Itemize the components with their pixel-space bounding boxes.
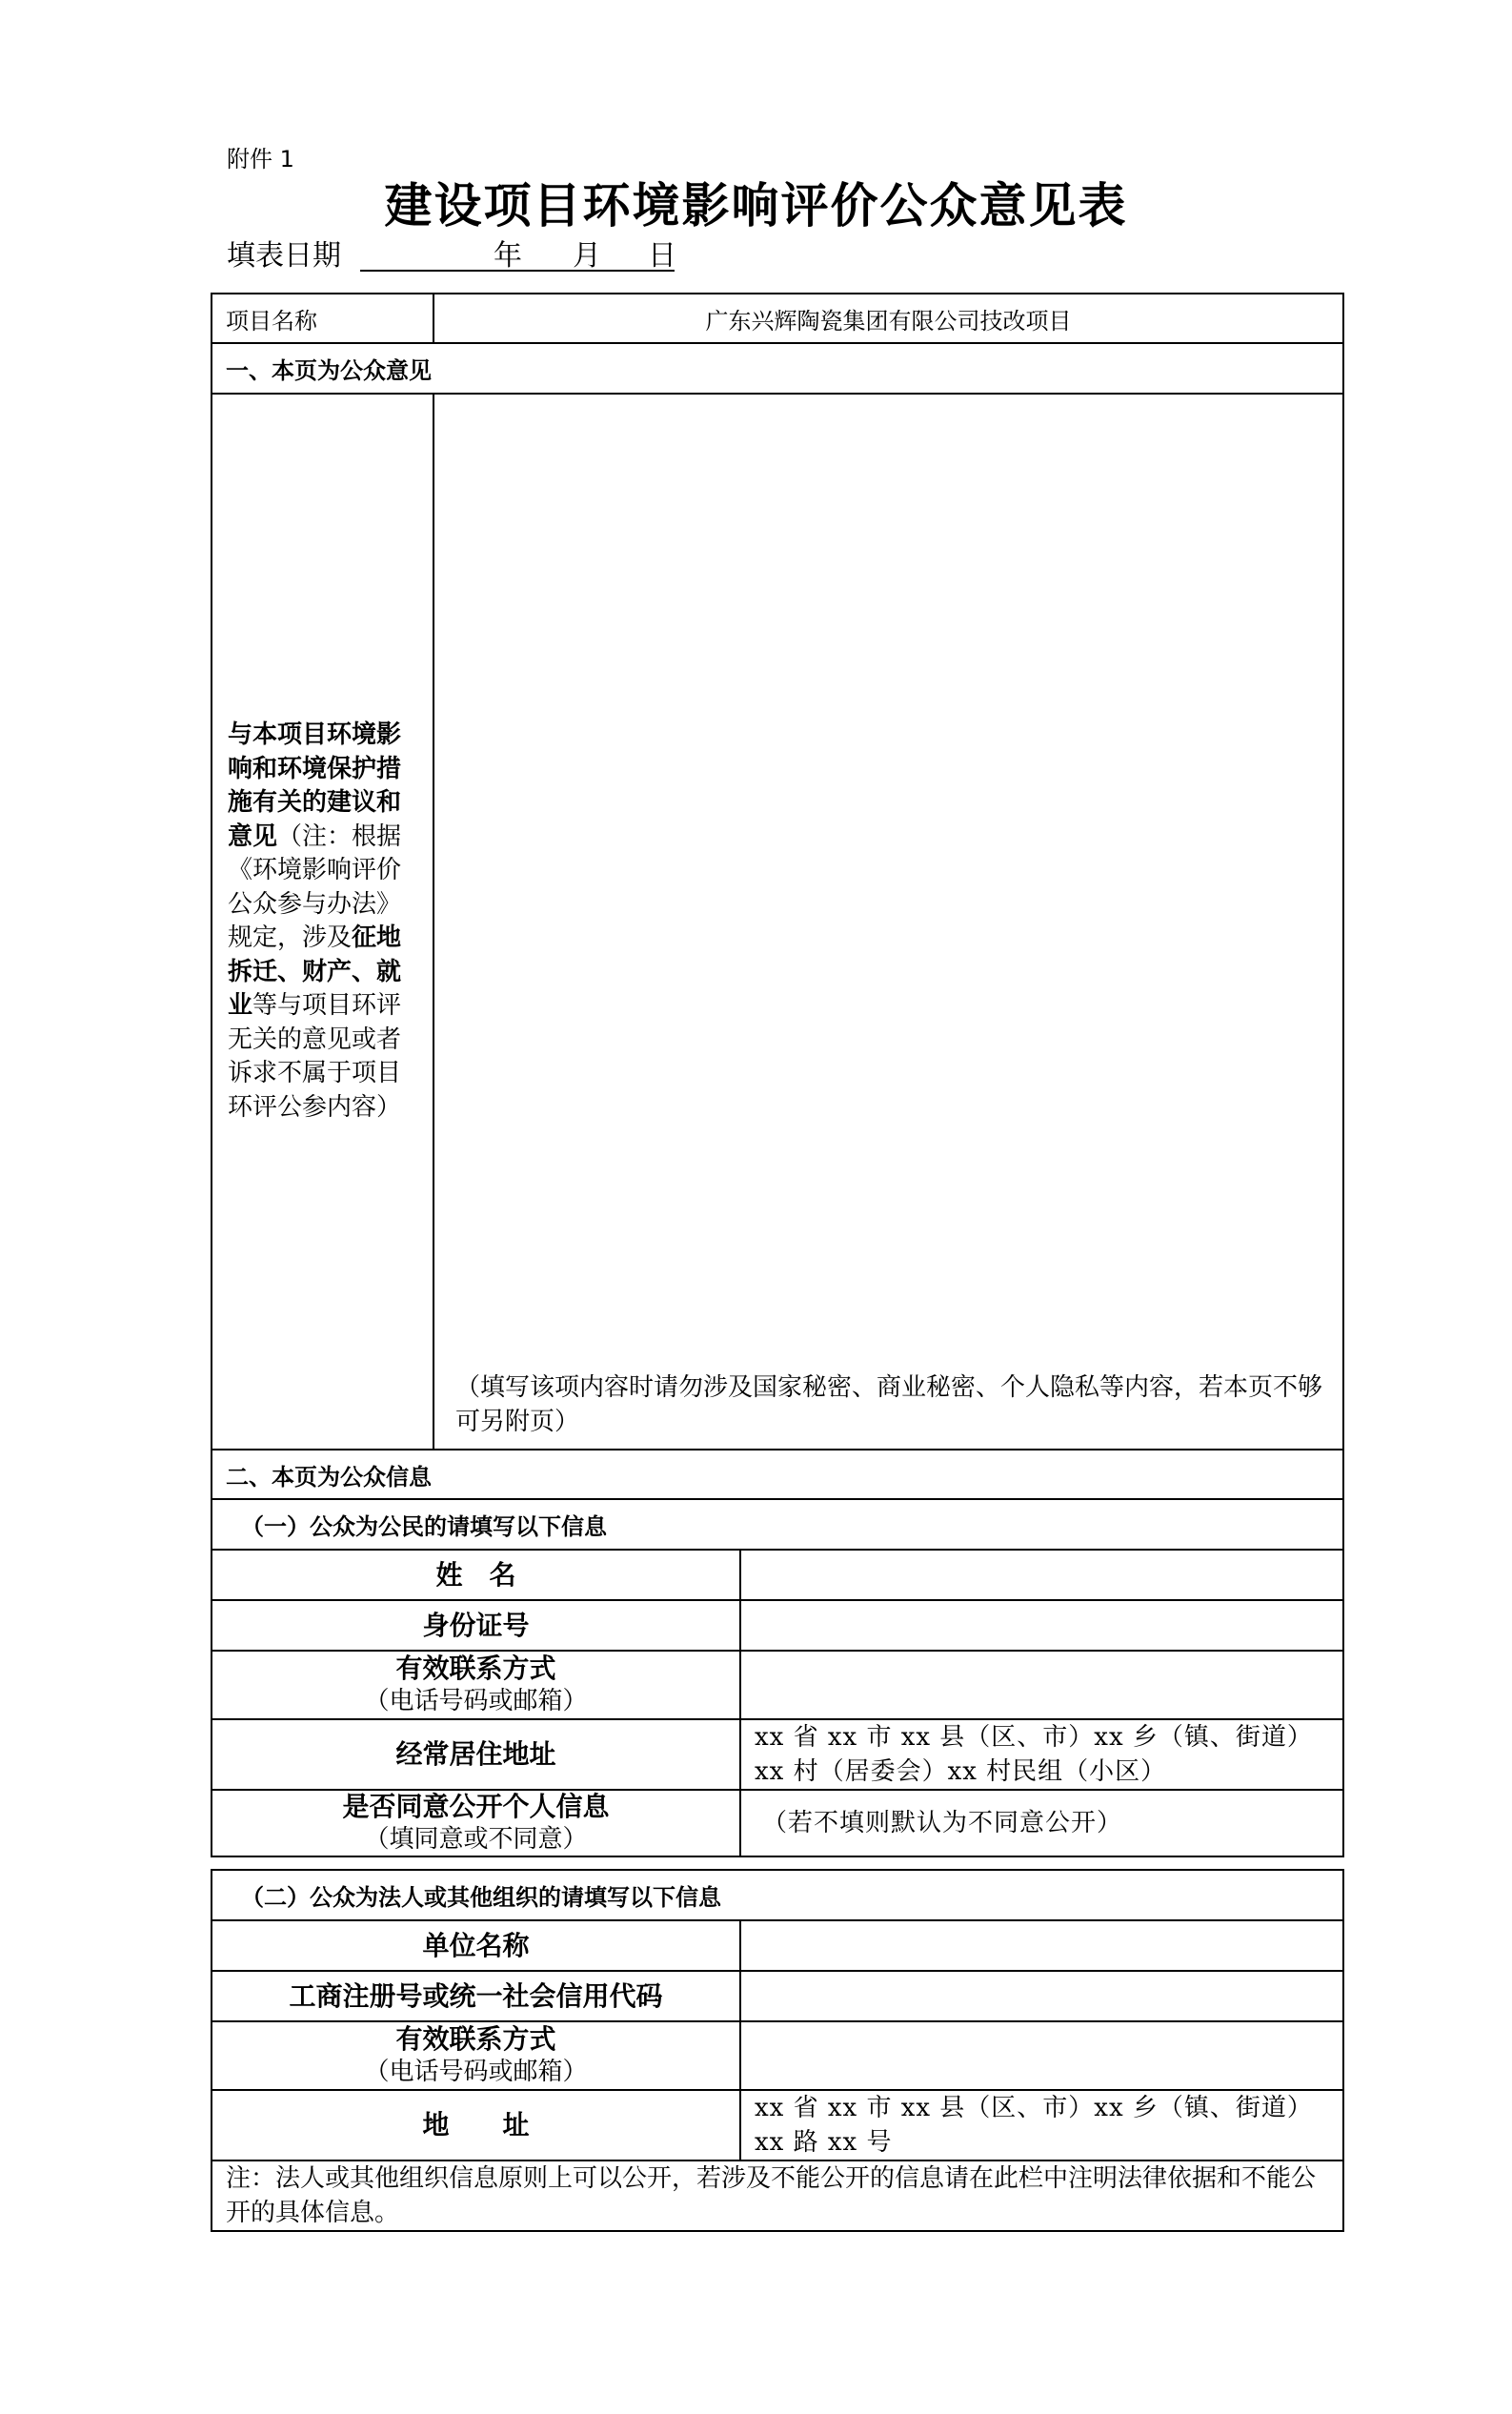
organization-address-field[interactable]: xx 省 xx 市 xx 县（区、市）xx 乡（镇、街道）xx 路 xx 号: [740, 2090, 1343, 2160]
organization-contact-label-main: 有效联系方式: [395, 2023, 556, 2055]
organization-heading-row: [212, 1870, 1343, 1920]
citizen-contact-label-sub: （电话号码或邮箱）: [364, 1687, 588, 1715]
opinion-label: [212, 394, 433, 1450]
organization-unit-row: [212, 1920, 1343, 1971]
fill-date-label: 填表日期: [227, 239, 341, 273]
opinion-note: （填写该项内容时请勿涉及国家秘密、商业秘密、个人隐私等内容，若本页不够可另附页）: [455, 1373, 1323, 1436]
citizen-name-field[interactable]: [740, 1550, 1343, 1600]
organization-footnote: 注：法人或其他组织信息原则上可以公开，若涉及不能公开的信息请在此栏中注明法律依据和不能公开的具体信息。: [212, 2160, 1343, 2231]
section1-heading-row: [212, 343, 1343, 394]
opinion-label-part-1: 与本项目环境影响和环境保护措施有关的建议和意见: [228, 720, 402, 851]
citizen-id-row: [212, 1600, 1343, 1651]
organization-contact-row: [212, 2021, 1343, 2090]
project-name-label: 项目名称: [212, 294, 433, 343]
organization-contact-label-sub: （电话号码或邮箱）: [364, 2058, 588, 2086]
opinion-form-table: [211, 293, 1344, 1857]
opinion-input-area[interactable]: [433, 394, 1343, 1450]
organization-footnote-row: [212, 2160, 1343, 2231]
citizen-contact-label-main: 有效联系方式: [395, 1653, 556, 1684]
opinion-label-part-2: （注：根据《环境影响评价公众参与办法》规定，涉及: [228, 822, 402, 952]
citizen-consent-label-sub: （填同意或不同意）: [364, 1825, 588, 1854]
organization-unit-field[interactable]: [740, 1920, 1343, 1971]
opinion-row: [212, 394, 1343, 1450]
citizen-address-label: 经常居住地址: [212, 1719, 740, 1790]
year-label: 年: [494, 239, 522, 273]
citizen-contact-label: [212, 1651, 740, 1719]
citizen-contact-field[interactable]: [740, 1651, 1343, 1719]
citizen-id-field[interactable]: [740, 1600, 1343, 1651]
citizen-contact-row: [212, 1651, 1343, 1719]
citizen-consent-row: [212, 1790, 1343, 1856]
citizen-heading-row: [212, 1499, 1343, 1550]
organization-reg-label: 工商注册号或统一社会信用代码: [212, 1971, 740, 2021]
organization-contact-label: [212, 2021, 740, 2090]
day-label: 日: [648, 239, 676, 273]
month-label: 月: [573, 239, 601, 273]
organization-info-table: [211, 1869, 1344, 2232]
organization-reg-row: [212, 1971, 1343, 2021]
citizen-consent-field[interactable]: （若不填则默认为不同意公开）: [740, 1790, 1343, 1856]
citizen-consent-label-main: 是否同意公开个人信息: [342, 1791, 610, 1822]
citizen-address-row: [212, 1719, 1343, 1790]
page-title: 建设项目环境影响评价公众意见表: [384, 177, 1128, 233]
section2-heading-row: [212, 1450, 1343, 1499]
project-name-row: [212, 294, 1343, 343]
citizen-name-row: [212, 1550, 1343, 1600]
citizen-name-label: 姓 名: [212, 1550, 740, 1600]
opinion-label-part-3: 征地拆迁、财产、就业: [228, 923, 402, 1020]
attachment-label: 附件 1: [227, 146, 294, 172]
section2-heading: 二、本页为公众信息: [212, 1450, 1343, 1499]
opinion-label-part-4: 等与项目环评无关的意见或者诉求不属于项目环评公参内容）: [228, 991, 402, 1122]
citizen-id-label: 身份证号: [212, 1600, 740, 1651]
section1-heading: 一、本页为公众意见: [212, 343, 1343, 394]
organization-unit-label: 单位名称: [212, 1920, 740, 1971]
organization-address-row: [212, 2090, 1343, 2160]
citizen-consent-label: [212, 1790, 740, 1856]
citizen-heading: （一）公众为公民的请填写以下信息: [212, 1499, 1343, 1550]
organization-address-label: 地 址: [212, 2090, 740, 2160]
organization-contact-field[interactable]: [740, 2021, 1343, 2090]
project-name-value: 广东兴辉陶瓷集团有限公司技改项目: [433, 294, 1343, 343]
organization-heading: （二）公众为法人或其他组织的请填写以下信息: [212, 1870, 1343, 1920]
citizen-address-field[interactable]: xx 省 xx 市 xx 县（区、市）xx 乡（镇、街道）xx 村（居委会）xx 村民组（小区）: [740, 1719, 1343, 1790]
organization-reg-field[interactable]: [740, 1971, 1343, 2021]
